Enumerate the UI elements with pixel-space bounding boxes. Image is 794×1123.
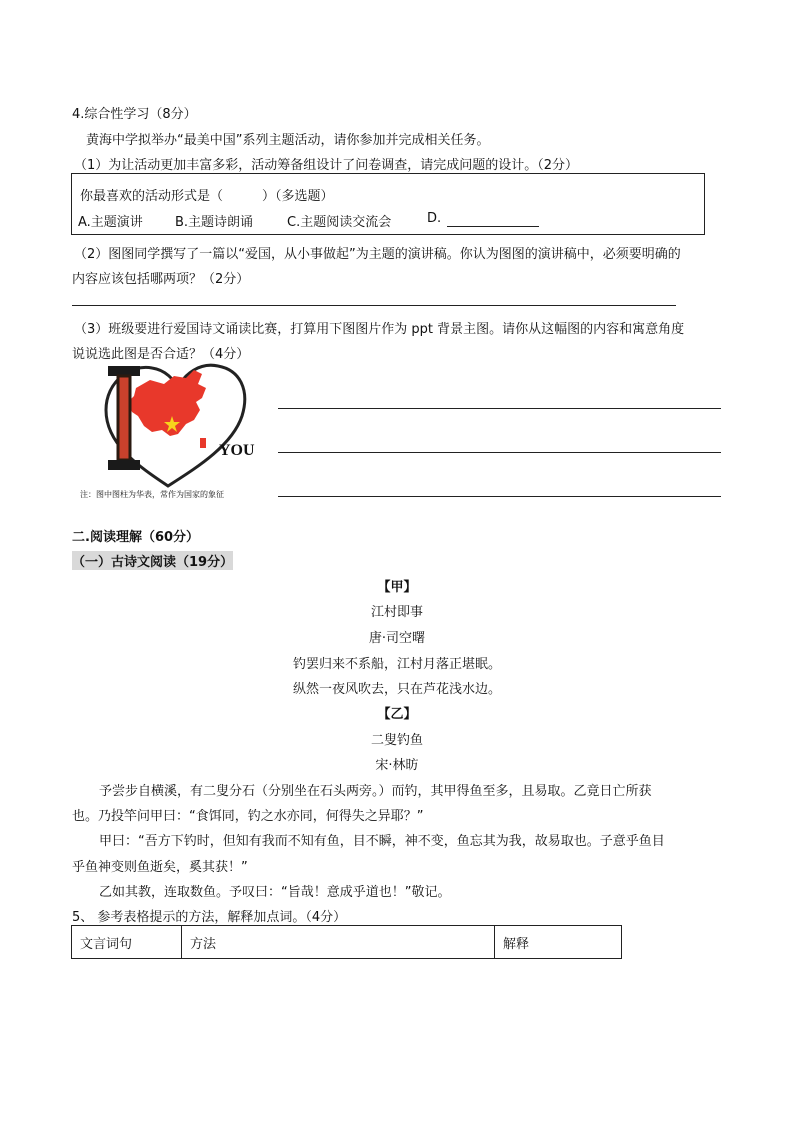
jia-mark: 【甲】 (377, 580, 417, 595)
answer-line-sub3-1[interactable] (278, 408, 721, 409)
answer-line-sub3-2[interactable] (278, 452, 721, 453)
yi-p1-line2: 也。乃投竿问甲曰：“食饵同，钓之水亦同，何得失之异耶？” (72, 809, 424, 824)
yi-mark: 【乙】 (377, 707, 417, 722)
survey-box (71, 173, 705, 235)
you-text: YOU (219, 442, 255, 459)
option-c: C.主题阅读交流会 (287, 215, 392, 230)
heart-illustration (78, 358, 268, 508)
yi-p2-line2: 乎鱼神变则鱼逝矣，奚其获！” (72, 860, 248, 875)
jia-line2: 纵然一夜风吹去，只在芦花浅水边。 (292, 682, 501, 697)
option-b: B.主题诗朗诵 (175, 215, 254, 230)
yi-p3: 乙如其教，连取数鱼。予叹曰：“旨哉！意成乎道也！”敬记。 (99, 885, 451, 900)
q4-title: 4.综合性学习（8分） (72, 107, 197, 122)
q4-sub3-line1: （3）班级要进行爱国诗文诵读比赛，打算用下图图片作为 ppt 背景主图。请你从这幅图的内容和寓意角度 (74, 322, 685, 337)
section2-title: 二.阅读理解（60分） (72, 530, 200, 545)
q5-prompt: 5、 参考表格提示的方法，解释加点词。（4分） (72, 910, 347, 925)
letter-i-bottom (108, 460, 140, 470)
china-map-shape (128, 370, 206, 436)
i-love-china-image (78, 358, 268, 508)
method-table (71, 925, 622, 959)
answer-line-sub2[interactable] (72, 305, 676, 306)
option-d-blank[interactable] (447, 226, 539, 227)
huabiao-pillar-icon (118, 376, 130, 460)
yi-author: 宋·林昉 (375, 758, 419, 773)
q4-sub3-line2: 说说选此图是否合适？（4分） (72, 347, 250, 362)
island-shape (200, 438, 206, 448)
survey-question: 你最喜欢的活动形式是（ ）（多选题） (80, 189, 334, 204)
header-method: 方法 (182, 926, 495, 959)
table-header-row (72, 926, 622, 959)
image-note: 注：图中图柱为华表，常作为国家的象征 (80, 490, 224, 499)
q4-intro: 黄海中学拟举办“最美中国”系列主题活动，请你参加并完成相关任务。 (86, 133, 490, 148)
yi-title: 二叟钓鱼 (370, 733, 423, 748)
answer-line-sub3-3[interactable] (278, 496, 721, 497)
jia-title: 江村即事 (370, 605, 423, 620)
option-d: D. (427, 211, 442, 226)
section2-part1: （一）古诗文阅读（19分） (72, 551, 233, 570)
yi-p1-line1: 予尝步自横溪，有二叟分石（分别坐在石头两旁。）而钓，其甲得鱼至多，且易取。乙竟日亡所获 (99, 784, 652, 799)
q4-sub2-line1: （2）图图同学撰写了一篇以“爱国，从小事做起”为主题的演讲稿。你认为图图的演讲稿中，必须要明确的 (74, 247, 681, 262)
jia-author: 唐·司空曙 (368, 631, 426, 646)
q4-sub1-prompt: （1）为让活动更加丰富多彩，活动筹备组设计了问卷调查，请完成问题的设计。（2分） (74, 158, 579, 173)
header-explanation: 解释 (495, 926, 622, 959)
q4-sub2-line2: 内容应该包括哪两项？（2分） (72, 272, 250, 287)
yi-p2-line1: 甲曰：“吾方下钓时，但知有我而不知有鱼，目不瞬，神不变，鱼忘其为我，故易取也。子意乎鱼目 (99, 834, 665, 849)
header-phrase: 文言词句 (72, 926, 182, 959)
option-a: A.主题演讲 (78, 215, 143, 230)
jia-line1: 钓罢归来不系船，江村月落正堪眠。 (292, 657, 501, 672)
